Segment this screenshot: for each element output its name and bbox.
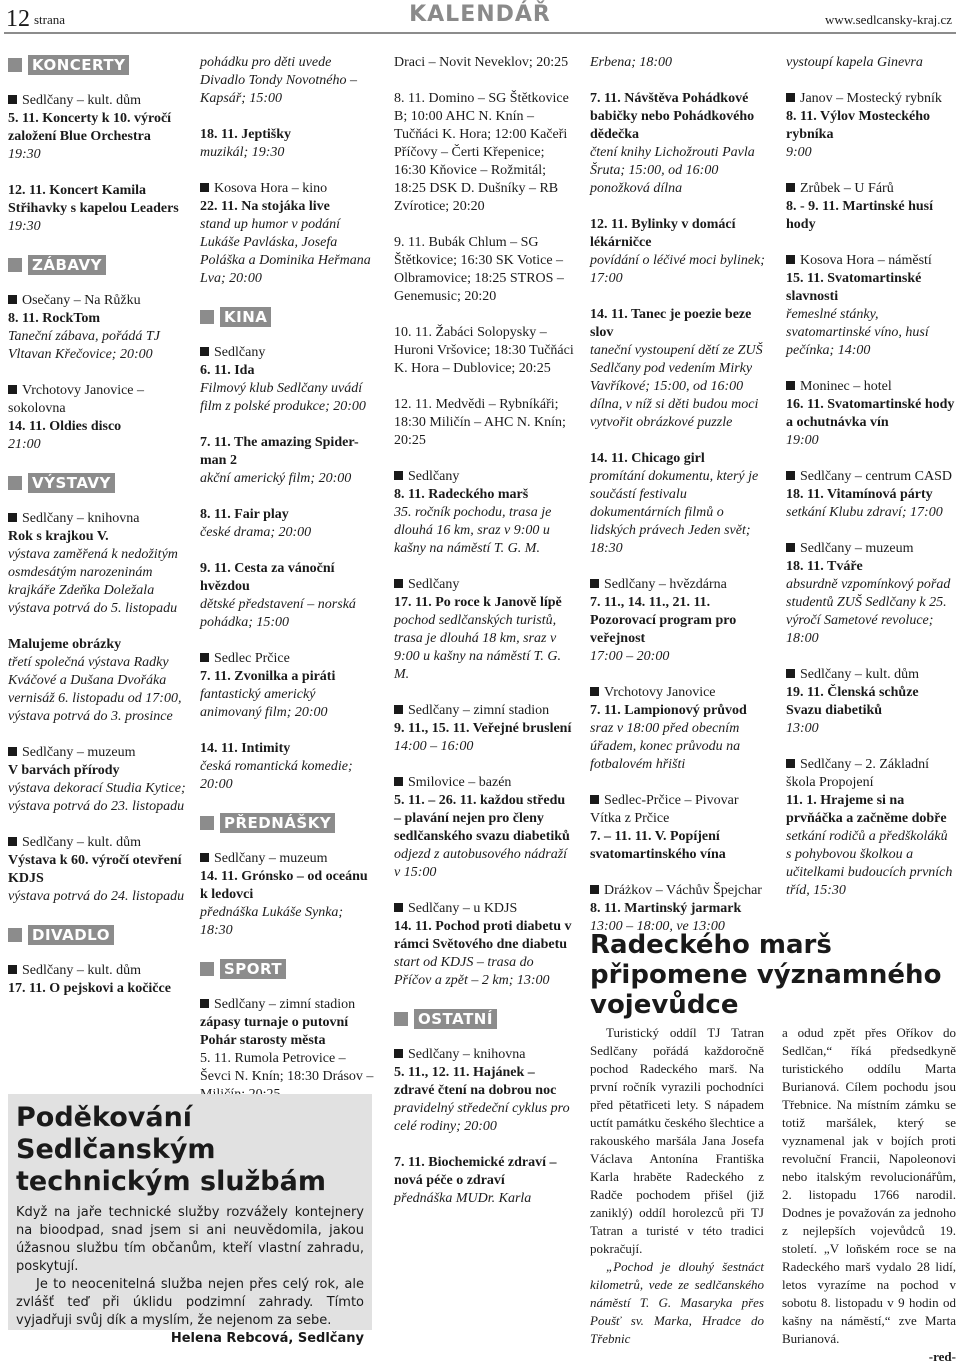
calendar-column-3 <box>394 54 574 1226</box>
event-description: promítání dokumentu, který je součástí festivalu dokumentárních filmů o lidských právech Jeden svět; 18:30 <box>590 469 759 556</box>
event-title: 5. 11. Koncerty k 10. výročí založení Blue Orchestra <box>8 111 172 144</box>
section-header <box>8 924 186 946</box>
event-description: 19:00 <box>786 433 819 448</box>
header-divider <box>4 32 956 34</box>
event-item <box>8 510 186 618</box>
event-item <box>8 962 186 998</box>
event-title: 8. 11. Výlov Mosteckého rybníka <box>786 109 931 142</box>
thanks-signature: Helena Rebcová, Sedlčany <box>170 1331 364 1346</box>
calendar-column-1 <box>8 54 186 1016</box>
section-label: SPORT <box>220 959 286 979</box>
event-item <box>394 90 574 216</box>
event-location: Dráżkov – Váchův Špejchar <box>590 882 770 900</box>
event-description: čtení knihy Lichožrouti Pavla Šruta; 15:00, od 16:00 ponožková dílna <box>590 145 755 196</box>
article-paragraph: a odud zpět přes Oříkov do Sedlčan,“ říká předsedkyně turistického oddílu Marta Burianová. Cílem pochodu jsou Třebnice. Na místním zámku se totiž maršálek, který se vyznamenal jak v bojích proti revoluční Francii, Napoleonovi nebo italským revolucionářům, 2. listopadu 1766 narodil. Dodnes je považován za jednoho z nejlepších vojevůdců 19. století. „V loňském roce se na Radeckého marš vydalo 28 lidí, letos vyrazíme na pochod v sobotu 8. listopadu v 9 hodin od kašny na náměstí,“ zve Marta Burianová. <box>782 1025 956 1346</box>
event-title: 7. 11. Lampionový průvod <box>590 703 747 718</box>
event-title: 16. 11. Svatomartinské hody a ochutnávka vín <box>786 397 955 430</box>
event-description: taneční vystoupení dětí ze ZUŠ Sedlčany pod vedením Mirky Vavříkové; 15:00, od 16:00 dílna, v níž si děti budou moci vytvořit obrázkové puzzle <box>590 343 763 430</box>
event-schedule: Draci – Novit Neveklov; 20:25 <box>394 55 569 70</box>
article-quote: „Pochod je dlouhý šestnáct kilometrů, vede ze sedlčanského náměstí T. G. Masaryka přes Poušť sv. Marka, Hradce do Třebnic <box>590 1259 764 1346</box>
event-schedule: 5. 11. Rumola Petrovice – Ševci N. Knín; 18:30 Drásov – <box>200 1051 374 1084</box>
event-location: Sedlčany – zimní stadion <box>394 702 574 720</box>
event-title: 22. 11. Na stojáka live <box>200 199 330 214</box>
event-schedule: 12. 11. Medvědi – Rybníkáři; 18:30 Miličín – AHC N. Knín; 20:25 <box>394 397 566 448</box>
event-location: Sedlčany – zimní stadion <box>200 996 376 1014</box>
event-item <box>200 344 376 416</box>
event-description: vystoupí kapela Ginevra <box>786 55 923 70</box>
event-location: Sedlčany – kult. dům <box>8 962 186 980</box>
event-description: sraz v 18:00 před obecním úřadem, konec průvodu na fotbalovém hřišti <box>590 721 741 772</box>
section-label: KONCERTY <box>28 55 129 75</box>
event-schedule: 10. 11. Žabáci Solopysky – Huroni Vršovice; 18:30 Tučňáci K. Hora – Dublovice; 20:25 <box>394 325 574 376</box>
event-description: přednáška Lukáše Synka; 18:30 <box>200 905 344 938</box>
section-square-icon <box>8 258 22 272</box>
section-title: KALENDÁŘ <box>409 2 551 27</box>
event-description: české drama; 20:00 <box>200 525 312 540</box>
section-header <box>8 472 186 494</box>
event-item <box>200 180 376 288</box>
event-item <box>786 180 956 234</box>
event-description: setkání Klubu zdraví; 17:00 <box>786 505 943 520</box>
event-item <box>200 54 376 108</box>
event-location: Sedlčany – knihovna <box>394 1046 574 1064</box>
event-item <box>590 684 770 774</box>
section-header <box>200 306 376 328</box>
section-square-icon <box>8 928 22 942</box>
event-title: 7. 11., 14. 11., 21. 11. Pozorovací program pro veřejnost <box>590 595 737 646</box>
event-description: dětské představení – norská pohádka; 15:00 <box>200 597 356 630</box>
event-item <box>394 576 574 684</box>
event-item <box>786 468 956 522</box>
event-location: Sedlčany – muzeum <box>8 744 186 762</box>
event-title: 14. 11. Pochod proti diabetu v rámci Světového dne diabetu <box>394 919 572 952</box>
event-item <box>200 740 376 794</box>
event-location: Sedlčany – kult. dům <box>8 834 186 852</box>
event-title: 11. 1. Hrajeme si na prvňáčka a začněme dobře <box>786 793 947 826</box>
event-title: zápasy turnaje o putovní Pohár starosty města <box>200 1015 349 1048</box>
section-label: KINA <box>220 307 271 327</box>
section-label: VÝSTAVY <box>28 473 115 493</box>
event-location: Sedlčany – kult. dům <box>8 92 186 110</box>
event-item <box>590 306 770 432</box>
section-header <box>200 812 376 834</box>
event-location: Sedlčany – muzeum <box>200 850 376 868</box>
event-item <box>394 702 574 756</box>
event-item <box>200 434 376 488</box>
event-item <box>394 774 574 882</box>
section-header <box>200 958 376 980</box>
event-title: 12. 11. Bylinky v domácí lékárničce <box>590 217 736 250</box>
event-location: Zrůbek – U Fárů <box>786 180 956 198</box>
section-square-icon <box>200 310 214 324</box>
event-title: 7. 11. Biochemické zdraví – nová péče o zdraví <box>394 1155 557 1188</box>
calendar-column-4 <box>590 54 770 954</box>
event-description: pohádku pro děti uvede Divadlo Tondy Novotného – Kapsář; 15:00 <box>200 55 357 106</box>
event-description: přednáška MUDr. Karla <box>394 1191 532 1206</box>
article-paragraph: Turistický oddíl TJ Tatran Sedlčany pořádá každoročně pochod Radeckého marš. Na první ročník vyrazili pochodníci před pětatřiceti lety. S nápadem uctít památku českého šlechtice a rakouského maršála Jana Josefa Václava Antonína Františka Karla hraběte Radeckého z Radče pochodem přišel (již zaniklý) oddíl horolezců při TJ Tatran a turisté v této tradici pokračují. <box>590 1025 764 1256</box>
event-item <box>8 382 186 454</box>
event-location: Sedlčany – centrum CASD <box>786 468 956 486</box>
event-title: Výstava k 60. výročí otevření KDJS <box>8 853 182 886</box>
event-location: Kosova Hora – náměstí <box>786 252 956 270</box>
thanks-paragraph-1: Když na jaře technické služby rozvážely kontejnery na bioodpad, snad jsem si ani neuvědomila, jakou úžasnou službu tím občanům, kteří vlastní zahradu, poskytují. <box>16 1205 364 1274</box>
event-description: Erbena; 18:00 <box>590 55 673 70</box>
event-item <box>394 324 574 378</box>
event-description: start od KDJS – trasa do Příčov a zpět – 2 km; 13:00 <box>394 955 550 988</box>
event-title: 8. 11. Radeckého marš <box>394 487 529 502</box>
event-title: 17. 11. O pejskovi a kočičce <box>8 981 171 996</box>
event-title: 12. 11. Koncert Kamila Střihavky s kapelou Leaders <box>8 183 179 216</box>
event-location: Sedlec-Prčice – Pivovar Vítka z Prčice <box>590 792 770 828</box>
event-title: 14. 11. Oldies disco <box>8 419 122 434</box>
section-header <box>8 54 186 76</box>
section-label: ZÁBAVY <box>28 255 106 275</box>
event-title: 7. – 11. 11. V. Popíjení svatomartinského vína <box>590 829 726 862</box>
page-word: strana <box>34 12 66 27</box>
event-description: odjezd z autobusového nádraží v 15:00 <box>394 847 568 880</box>
event-title: 8. 11. RockTom <box>8 311 101 326</box>
event-location: Janov – Mostecký rybník <box>786 90 956 108</box>
event-item <box>8 636 186 726</box>
event-title: 14. 11. Tanec je poezie beze slov <box>590 307 752 340</box>
event-title: 15. 11. Svatomartinské slavnosti <box>786 271 922 304</box>
event-description: pochod sedlčanských turistů, trasa je dlouhá 18 km, sraz v 9:00 u kašny na náměstí T. G. M. <box>394 613 561 682</box>
event-description: absurdně vzpomínkový pořad studentů ZUŠ Sedlčany k 25. výročí Sametové revoluce; 18:00 <box>786 577 951 646</box>
event-description: pravidelný středeční cyklus pro celé rodiny; 20:00 <box>394 1101 570 1134</box>
event-location: Vrchotovy Janovice <box>590 684 770 702</box>
event-location: Sedlčany <box>200 344 376 362</box>
event-schedule: 8. 11. Domino – SG Štětkovice B; 10:00 AHC N. Knín – Tučňáci K. Hora; 12:00 Kačeři Příčovy – Čerti Křepenice; 16:30 Kňovice – Rožmitál; 18:25 DSK D. Dušníky – RB Zvírotice; 20:20 <box>394 91 569 214</box>
event-title: 5. 11. – 26. 11. každou středu – plavání nejen pro členy sedlčanského svazu diabetiků <box>394 793 570 844</box>
event-location: Kosova Hora – kino <box>200 180 376 198</box>
article-author: -red- <box>928 1349 956 1364</box>
event-title: 17. 11. Po roce k Janově lípě <box>394 595 562 610</box>
event-title: V barvách přírody <box>8 763 120 778</box>
event-description: 13:00 <box>786 721 819 736</box>
event-description: povídání o léčivé moci bylinek; 17:00 <box>590 253 765 286</box>
event-title: 7. 11. Zvonilka a piráti <box>200 669 336 684</box>
event-title: 19. 11. Členská schůze Svazu diabetiků <box>786 685 919 718</box>
event-description: třetí společná výstava Radky Kváčové a Dušana Dvořáka vernisáž 6. listopadu od 17:00, výstava potrvá do 3. prosince <box>8 655 182 724</box>
event-description: česká romantická komedie; 20:00 <box>200 759 353 792</box>
article-column-left <box>590 1024 764 1366</box>
event-item <box>8 92 186 164</box>
thanks-box <box>8 1094 372 1346</box>
page-header <box>0 0 960 40</box>
event-description: 35. ročník pochodu, trasa je dlouhá 16 km, sraz v 9:00 u kašny na náměstí T. G. M. <box>394 505 552 556</box>
event-item <box>786 666 956 738</box>
event-description: stand up humor v podání Lukáše Pavláska, Josefa Poláška a Dominika Heřmana Lva; 20:00 <box>200 217 371 286</box>
event-description: akční americký film; 20:00 <box>200 471 352 486</box>
event-description: 9:00 <box>786 145 812 160</box>
event-item <box>786 252 956 360</box>
event-location: Sedlčany – kult. dům <box>786 666 956 684</box>
section-square-icon <box>200 816 214 830</box>
event-location: Sedlčany – muzeum <box>786 540 956 558</box>
section-square-icon <box>200 962 214 976</box>
event-description: fantastický americký animovaný film; 20:00 <box>200 687 328 720</box>
event-description: 14:00 – 16:00 <box>394 739 474 754</box>
event-location: Smilovice – bazén <box>394 774 574 792</box>
thanks-paragraph-2: Je to neocenitelná služba nejen přes celý rok, ale zvlášť teď při úklidu podzimní zahrady. Tímto vyjadřuji svůj dík a myslím, že nejenom za sebe. <box>16 1277 364 1328</box>
page-number: 12 <box>6 6 30 32</box>
event-item <box>200 126 376 162</box>
event-title: 14. 11. Chicago girl <box>590 451 705 466</box>
event-item <box>590 576 770 666</box>
event-title: 18. 11. Tváře <box>786 559 863 574</box>
article-column-right <box>782 1024 956 1366</box>
section-square-icon <box>8 58 22 72</box>
event-item <box>394 1154 574 1208</box>
event-description: 17:00 – 20:00 <box>590 649 670 664</box>
event-item <box>394 468 574 558</box>
event-item <box>8 834 186 906</box>
section-header <box>8 254 186 276</box>
event-location: Sedlčany – knihovna <box>8 510 186 528</box>
event-description: řemeslné stánky, svatomartinské víno, husí pečínka; 14:00 <box>786 307 929 358</box>
calendar-column-2 <box>200 54 376 1158</box>
event-description: 19:30 <box>8 147 41 162</box>
event-schedule: 9. 11. Bubák Chlum – SG Štětkovice; 16:30 SK Votice – Olbramovice; 18:25 STROS – Genemusic; 20:20 <box>394 235 564 304</box>
event-title: Rok s krajkou V. <box>8 529 109 544</box>
article-columns <box>590 1024 956 1366</box>
event-location: Sedlčany – u KDJS <box>394 900 574 918</box>
event-description: 19:30 <box>8 219 41 234</box>
event-item <box>394 234 574 306</box>
event-title: 9. 11. Cesta za vánoční hvězdou <box>200 561 335 594</box>
event-location: Sedlčany – hvězdárna <box>590 576 770 594</box>
event-item <box>786 540 956 648</box>
event-location: Sedlec Prčice <box>200 650 376 668</box>
event-item <box>590 90 770 198</box>
event-title: 8. 11. Fair play <box>200 507 289 522</box>
event-item <box>394 396 574 450</box>
event-location: Sedlčany <box>394 576 574 594</box>
event-item <box>200 560 376 632</box>
event-location: Sedlčany – 2. Základní škola Propojení <box>786 756 956 792</box>
event-location: Osečany – Na Růžku <box>8 292 186 310</box>
section-square-icon <box>394 1012 408 1026</box>
section-label: DIVADLO <box>28 925 114 945</box>
event-title: 18. 11. Jeptišky <box>200 127 292 142</box>
event-item <box>786 756 956 900</box>
event-title: 9. 11., 15. 11. Veřejné bruslení <box>394 721 572 736</box>
event-description: 13:00 – 18:00, ve 13:00 <box>590 919 725 934</box>
event-item <box>590 882 770 936</box>
calendar-column-5 <box>786 54 956 918</box>
event-title: 7. 11. The amazing Spider-man 2 <box>200 435 359 468</box>
event-item <box>394 54 574 72</box>
event-description: výstava dekorací Studia Kytice; výstava potrvá do 23. listopadu <box>8 781 186 814</box>
event-item <box>590 216 770 288</box>
article-title: Radeckého marš připomene významného vojevůdce <box>590 930 942 1020</box>
event-description: výstava zaměřená k nedožitým osmdesátým narozeninám krajkáře Zdeňka Doležala výstava potrvá do 5. listopadu <box>8 547 178 616</box>
event-description: muzikál; 19:30 <box>200 145 285 160</box>
section-label: PŘEDNÁŠKY <box>220 813 335 833</box>
section-header <box>394 1008 574 1030</box>
section-label: OSTATNÍ <box>414 1009 497 1029</box>
event-description: 21:00 <box>8 437 41 452</box>
event-title: Malujeme obrázky <box>8 637 122 652</box>
event-item <box>786 90 956 162</box>
event-title: 8. - 9. 11. Martinské husí hody <box>786 199 934 232</box>
event-description: výstava potrvá do 24. listopadu <box>8 889 185 904</box>
event-item <box>786 54 956 72</box>
event-item <box>590 450 770 558</box>
event-item <box>200 850 376 940</box>
event-location: Vrchotovy Janovice – sokolovna <box>8 382 186 418</box>
event-description: Taneční zábava, pořádá TJ Vltavan Křečovice; 20:00 <box>8 329 160 362</box>
event-location: Moninec – hotel <box>786 378 956 396</box>
event-description: setkání rodičů a předškoláků s pohybovou školkou a učitelkami budoucích prvních tříd, 15:30 <box>786 829 953 898</box>
event-title: 6. 11. Ida <box>200 363 255 378</box>
event-item <box>786 378 956 450</box>
event-title: 8. 11. Martinský jarmark <box>590 901 742 916</box>
event-item <box>8 744 186 816</box>
event-description: Filmový klub Sedlčany uvádí film z polské produkce; 20:00 <box>200 381 366 414</box>
event-title: 7. 11. Návštěva Pohádkové babičky nebo Pohádkového dědečka <box>590 91 755 142</box>
event-title: 5. 11., 12. 11. Hajánek – zdravé čtení na dobrou noc <box>394 1065 557 1098</box>
event-location: Sedlčany <box>394 468 574 486</box>
event-item <box>394 1046 574 1136</box>
event-title: 14. 11. Intimity <box>200 741 291 756</box>
thanks-title: Poděkování Sedlčanským technickým službám <box>16 1102 326 1197</box>
section-square-icon <box>8 476 22 490</box>
event-item <box>8 182 186 236</box>
event-item <box>590 54 770 72</box>
event-item <box>590 792 770 864</box>
event-item <box>200 506 376 542</box>
event-title: 18. 11. Vitamínová párty <box>786 487 933 502</box>
event-item <box>8 292 186 364</box>
article <box>590 930 956 1366</box>
event-item <box>394 900 574 990</box>
website-url[interactable]: www.sedlcansky-kraj.cz <box>825 12 952 27</box>
event-title: 14. 11. Grónsko – od oceánu k ledovci <box>200 869 368 902</box>
event-item <box>200 650 376 722</box>
